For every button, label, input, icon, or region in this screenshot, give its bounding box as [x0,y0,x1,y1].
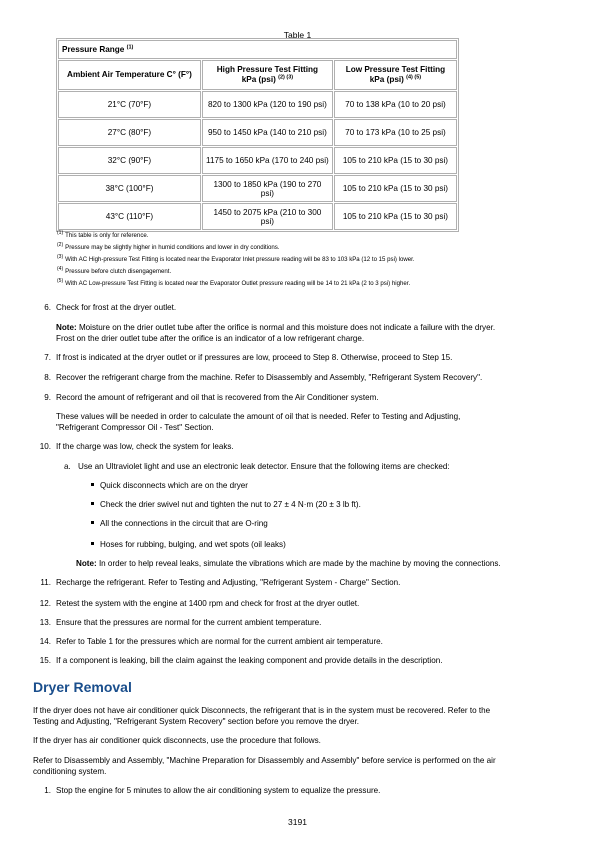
header-high-line2: kPa (psi) [241,75,276,84]
cell-temp: 38°C (100°F) [58,175,201,202]
cell-high: 1300 to 1850 kPa (190 to 270 psi) [202,175,333,202]
step-number: 9. [44,393,51,402]
table-row [58,91,457,118]
footnote-text: With AC High-pressure Test Fitting is located near the Evaporator Inlet pressure reading will be 83 to 103 kPa (12 to 15 psi) lower. [65,256,415,263]
page-number: 3191 [288,817,307,827]
table-row [58,119,457,146]
bullet-icon [91,483,94,486]
bullet-icon [91,542,94,545]
cell-high: 820 to 1300 kPa (120 to 190 psi) [202,91,333,118]
bullet-text: All the connections in the circuit that are O-ring [100,519,268,528]
step-number: 1. [44,786,51,795]
section-heading: Dryer Removal [33,679,132,695]
footnote [57,277,411,287]
pressure-table [56,38,459,232]
footnote [57,253,415,263]
step-number: 10. [39,442,51,451]
list-item [91,500,361,509]
header-high-sup: (2) (3) [278,74,294,81]
header-ambient-temp: Ambient Air Temperature C° (F°) [58,60,201,90]
note-label: Note: [56,323,77,332]
table-row [58,147,457,174]
cell-temp: 32°C (90°F) [58,147,201,174]
step-text: If frost is indicated at the dryer outlet or if pressures are low, proceed to Step 8. Otherwise, proceed to Step 15. [56,353,453,362]
table-row [58,175,457,202]
bullet-text: Hoses for rubbing, bulging, and wet spots (oil leaks) [100,540,286,549]
cell-high: 1450 to 2075 kPa (210 to 300 psi) [202,203,333,230]
header-low-sup: (4) (5) [406,74,422,81]
step-text: Record the amount of refrigerant and oil that is recovered from the Air Conditioner system. [56,393,379,402]
paragraph-line1: Refer to Disassembly and Assembly, "Machine Preparation for Disassembly and Assembly" before service is performed on the air [33,756,496,765]
cell-low: 105 to 210 kPa (15 to 30 psi) [334,147,457,174]
step-text: Recharge the refrigerant. Refer to Testing and Adjusting, "Refrigerant System - Charge" Section. [56,578,401,587]
paragraph-line2: conditioning system. [33,766,107,776]
footnote [57,265,172,275]
table-range-row [58,40,457,59]
paragraph-line1: If the dryer does not have air conditioner quick Disconnects, the refrigerant that is in the system must be recovered. Refer to the [33,706,491,715]
cell-low: 105 to 210 kPa (15 to 30 psi) [334,175,457,202]
detail-line1: These values will be needed in order to calculate the amount of oil that is needed. Refer to Testing and Adjusting, [56,412,461,421]
note-text-line1: Moisture on the drier outlet tube after the orifice is normal and this moisture does not indicate a failure with the dryer. [78,323,496,332]
header-low-line1: Low Pressure Test Fitting [345,65,446,74]
footnote [57,241,280,251]
footnote-text: Pressure may be slightly higher in humid conditions and lower in dry conditions. [65,244,280,251]
step-number: 13. [39,618,51,627]
footnote-mark: (5) [57,277,64,284]
list-item [91,519,268,528]
note-leaks [76,559,566,570]
cell-temp: 27°C (80°F) [58,119,201,146]
note-text-line2: Frost on the drier outlet tube after the orifice is an indicator of a low refrigerant charge. [56,333,365,343]
list-item [91,540,286,549]
step-number: 14. [39,637,51,646]
section-paragraph-3 [33,756,558,777]
footnote-mark: (1) [57,229,64,236]
step-number: 12. [39,599,51,608]
header-high-line1: High Pressure Test Fitting [216,65,319,74]
section-paragraph-2: If the dryer has air conditioner quick disconnects, use the procedure that follows. [33,736,321,745]
pressure-range-label: Pressure Range [62,45,125,54]
cell-low: 70 to 138 kPa (10 to 20 psi) [334,91,457,118]
step-number: 6. [44,303,51,312]
cell-temp: 43°C (110°F) [58,203,201,230]
cell-low: 70 to 173 kPa (10 to 25 psi) [334,119,457,146]
step-text: Stop the engine for 5 minutes to allow the air conditioning system to equalize the pressure. [56,786,381,795]
table-header-row [58,60,457,90]
footnote-text: Pressure before clutch disengagement. [65,268,172,275]
table-caption: Table 1 [283,30,312,40]
step-text: Check for frost at the dryer outlet. [56,303,177,312]
header-low-line2: kPa (psi) [369,75,404,84]
bullet-icon [91,521,94,524]
cell-high: 950 to 1450 kPa (140 to 210 psi) [202,119,333,146]
section-paragraph-1 [33,706,558,727]
note-text: In order to help reveal leaks, simulate the vibrations which are made by the machine by moving the connections. [98,559,501,568]
cell-high: 1175 to 1650 kPa (170 to 240 psi) [202,147,333,174]
step-text: Ensure that the pressures are normal for the current ambient temperature. [56,618,322,627]
substep-label: a. [64,462,71,471]
table-row [58,203,457,230]
step-9-detail [56,412,556,433]
pressure-range-cell [58,40,457,59]
step-text: If a component is leaking, bill the claim against the leaking component and provide details in the description. [56,656,443,665]
step-number: 7. [44,353,51,362]
substep-text: Use an Ultraviolet light and use an electronic leak detector. Ensure that the following items are checked: [78,462,450,471]
step-number: 8. [44,373,51,382]
list-item [91,481,248,490]
note-moisture [56,323,556,344]
footnote-mark: (4) [57,265,64,272]
cell-low: 105 to 210 kPa (15 to 30 psi) [334,203,457,230]
step-number: 11. [40,578,51,587]
header-high-pressure [202,60,333,90]
paragraph-line2: Testing and Adjusting, "Refrigerant System Recovery" section before you remove the dryer. [33,716,360,726]
step-text: If the charge was low, check the system for leaks. [56,442,234,451]
bullet-text: Quick disconnects which are on the dryer [100,481,249,490]
bullet-icon [91,502,94,505]
step-text: Refer to Table 1 for the pressures which are normal for the current ambient air temperature. [56,637,383,646]
step-text: Retest the system with the engine at 1400 rpm and check for frost at the dryer outlet. [56,599,360,608]
footnote [57,229,149,239]
header-low-pressure [334,60,457,90]
step-number: 15. [39,656,51,665]
detail-line2: "Refrigerant Compressor Oil - Test" Section. [56,422,214,432]
step-text: Recover the refrigerant charge from the machine. Refer to Disassembly and Assembly, "Refrigerant System Recovery". [56,373,483,382]
pressure-range-sup: (1) [126,44,134,51]
footnote-text: This table is only for reference. [65,232,149,239]
bullet-text: Check the drier swivel nut and tighten the nut to 27 ± 4 N·m (20 ± 3 lb ft). [100,500,361,509]
footnote-mark: (2) [57,241,64,248]
footnote-mark: (3) [57,253,64,260]
note-label: Note: [76,559,97,568]
cell-temp: 21°C (70°F) [58,91,201,118]
footnote-text: With AC Low-pressure Test Fitting is located near the Evaporator Outlet pressure reading will be 14 to 21 kPa (2 to 3 psi) higher. [65,280,411,287]
